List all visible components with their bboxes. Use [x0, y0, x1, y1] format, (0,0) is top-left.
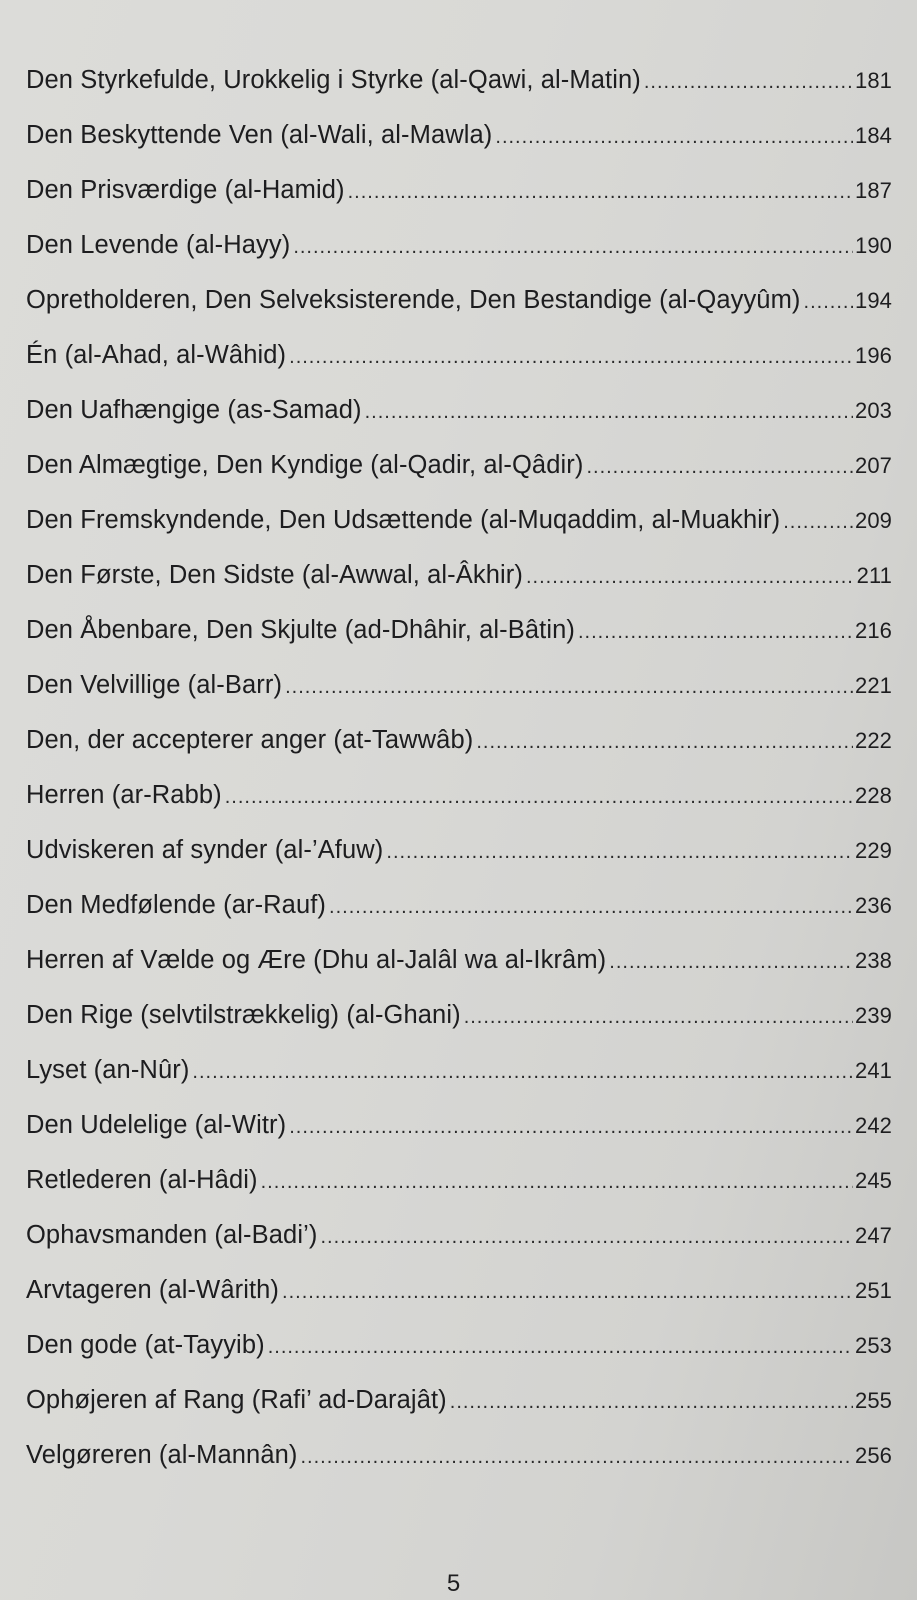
toc-entry-page: 181 — [854, 68, 892, 93]
toc-entry-page: 229 — [854, 838, 892, 863]
toc-entry-page: 242 — [854, 1113, 892, 1138]
toc-entry — [26, 286, 892, 341]
toc-entry-page: 216 — [854, 618, 892, 643]
toc-entry-page: 211 — [856, 563, 892, 588]
dot-leader — [386, 841, 853, 864]
toc-entry — [26, 1056, 892, 1111]
toc-entry-page: 222 — [854, 728, 892, 753]
dot-leader — [526, 566, 855, 589]
toc-entry-page: 207 — [854, 453, 892, 478]
toc-entry — [26, 1166, 892, 1221]
toc-entry — [26, 781, 892, 836]
toc-entry-title: Den Rige (selvtilstrækkelig) (al-Ghani) — [26, 1001, 461, 1029]
dot-leader — [476, 731, 853, 754]
dot-leader — [289, 1116, 853, 1139]
dot-leader — [804, 291, 853, 314]
toc-entry-title: Den Levende (al-Hayy) — [26, 231, 291, 259]
toc-entry-title: Den Velvillige (al-Barr) — [26, 671, 283, 699]
dot-leader — [225, 786, 853, 809]
toc-entry — [26, 341, 892, 396]
toc-entry-page: 196 — [854, 343, 892, 368]
toc-entry — [26, 1386, 892, 1441]
toc-entry — [26, 836, 892, 891]
toc-entry — [26, 1276, 892, 1331]
dot-leader — [285, 676, 853, 699]
dot-leader — [578, 621, 853, 644]
toc-entry-title: Lyset (an-Nûr) — [26, 1056, 190, 1084]
dot-leader — [644, 71, 853, 94]
toc-entry — [26, 1111, 892, 1166]
dot-leader — [348, 181, 853, 204]
dot-leader — [365, 401, 853, 424]
toc-entry-title: Den Første, Den Sidste (al-Awwal, al-Âkhir) — [26, 561, 523, 589]
toc-entry — [26, 121, 892, 176]
toc-entry — [26, 506, 892, 561]
toc-entry-title: Én (al-Ahad, al-Wâhid) — [26, 341, 287, 369]
page-number: 5 — [446, 1570, 461, 1597]
toc-entry-page: 221 — [854, 673, 892, 698]
dot-leader — [450, 1391, 853, 1414]
dot-leader — [609, 951, 853, 974]
toc-entry-title: Den Fremskyndende, Den Udsættende (al-Muqaddim, al-Muakhir) — [26, 506, 781, 534]
toc-entry-title: Ophøjeren af Rang (Rafi’ ad-Darajât) — [26, 1386, 447, 1414]
toc-entry-page: 253 — [854, 1333, 892, 1358]
toc-entry — [26, 66, 892, 121]
toc-entry — [26, 1001, 892, 1056]
toc-entry-page: 256 — [854, 1443, 892, 1468]
toc-entry — [26, 561, 892, 616]
dot-leader — [289, 346, 853, 369]
toc-entry-title: Den, der accepterer anger (at-Tawwâb) — [26, 726, 474, 754]
toc-entry — [26, 231, 892, 286]
toc-entry-page: 238 — [854, 948, 892, 973]
toc-entry — [26, 1441, 892, 1496]
toc-entry-title: Velgøreren (al-Mannân) — [26, 1441, 298, 1469]
toc-entry-title: Ophavsmanden (al-Badi’) — [26, 1221, 318, 1249]
toc-entry-title: Den gode (at-Tayyib) — [26, 1331, 265, 1359]
toc-entry-page: 190 — [854, 233, 892, 258]
toc-entry-page: 187 — [854, 178, 892, 203]
toc-entry-title: Udviskeren af synder (al-’Afuw) — [26, 836, 384, 864]
toc-entry — [26, 1221, 892, 1276]
toc-entry — [26, 616, 892, 671]
toc-entry-title: Den Almægtige, Den Kyndige (al-Qadir, al-Qâdir) — [26, 451, 584, 479]
toc-entry-page: 245 — [854, 1168, 892, 1193]
toc-entry-title: Den Prisværdige (al-Hamid) — [26, 176, 345, 204]
toc-entry — [26, 451, 892, 506]
toc-entry-title: Arvtageren (al-Wârith) — [26, 1276, 280, 1304]
toc-entry-page: 241 — [854, 1058, 892, 1083]
toc-entry-title: Den Beskyttende Ven (al-Wali, al-Mawla) — [26, 121, 493, 149]
dot-leader — [329, 896, 853, 919]
toc-entry-page: 184 — [854, 123, 892, 148]
dot-leader — [495, 126, 853, 149]
toc-entry-title: Den Styrkefulde, Urokkelig i Styrke (al-Qawi, al-Matin) — [26, 66, 641, 94]
dot-leader — [783, 511, 853, 534]
toc-entry-title: Den Uafhængige (as-Samad) — [26, 396, 362, 424]
toc-entry-title: Retlederen (al-Hâdi) — [26, 1166, 258, 1194]
toc-entry-page: 247 — [854, 1223, 892, 1248]
dot-leader — [261, 1171, 853, 1194]
toc-entry-title: Den Medfølende (ar-Rauf) — [26, 891, 327, 919]
toc-entry-page: 194 — [854, 288, 892, 313]
dot-leader — [464, 1006, 853, 1029]
toc-entry — [26, 891, 892, 946]
toc-entry-title: Den Åbenbare, Den Skjulte (ad-Dhâhir, al-Bâtin) — [26, 616, 575, 644]
toc-entry-title: Den Udelelige (al-Witr) — [26, 1111, 287, 1139]
toc-entry-page: 255 — [854, 1388, 892, 1413]
toc-entry-page: 209 — [854, 508, 892, 533]
toc-entry-title: Herren (ar-Rabb) — [26, 781, 222, 809]
toc-entry-page: 239 — [854, 1003, 892, 1028]
toc-entry-page: 251 — [854, 1278, 892, 1303]
toc-entry-page: 236 — [854, 893, 892, 918]
toc-entry-title: Herren af Vælde og Ære (Dhu al-Jalâl wa al-Ikrâm) — [26, 946, 607, 974]
toc-entry-page: 203 — [854, 398, 892, 423]
dot-leader — [192, 1061, 853, 1084]
toc-entry — [26, 726, 892, 781]
table-of-contents — [26, 66, 892, 1496]
dot-leader — [268, 1336, 853, 1359]
dot-leader — [301, 1446, 853, 1469]
toc-entry — [26, 946, 892, 1001]
toc-entry — [26, 1331, 892, 1386]
toc-entry — [26, 671, 892, 726]
toc-entry — [26, 176, 892, 231]
toc-entry-title: Opretholderen, Den Selveksisterende, Den Bestandige (al-Qayyûm) — [26, 286, 801, 314]
toc-entry-page: 228 — [854, 783, 892, 808]
dot-leader — [320, 1226, 853, 1249]
dot-leader — [282, 1281, 853, 1304]
dot-leader — [586, 456, 853, 479]
dot-leader — [293, 236, 853, 259]
toc-entry — [26, 396, 892, 451]
